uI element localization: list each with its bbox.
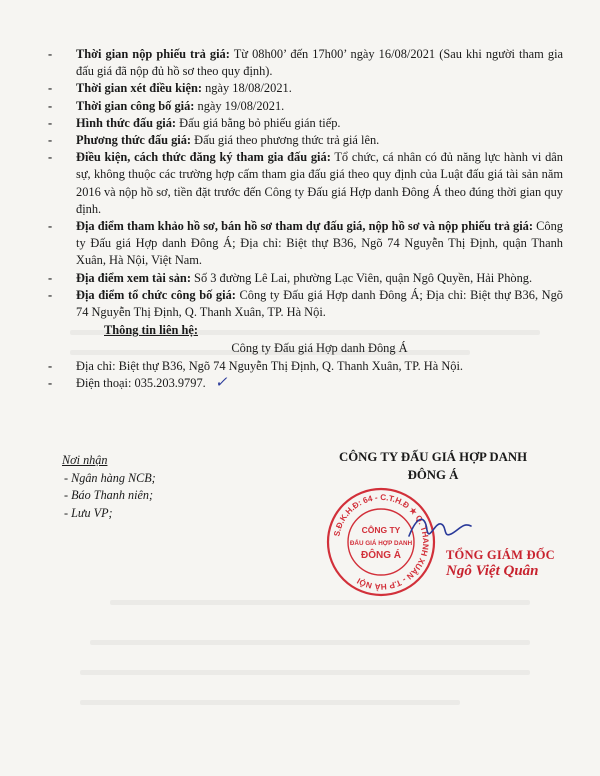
auction-details-list — [48, 46, 563, 321]
detail-text: Từ 08h00’ đến 17h00’ ngày 16/08/2021 (Sau khi người tham gia đấu giá đã nộp đủ hồ sơ theo quy định). — [76, 47, 564, 79]
auction-detail-item — [48, 80, 563, 97]
bullet-dash: - — [48, 115, 53, 130]
detail-text: ngày 18/08/2021. — [201, 81, 292, 96]
recipients-block — [62, 452, 156, 522]
bullet-dash: - — [48, 358, 53, 373]
detail-label: Thời gian nộp phiếu trả giá: — [76, 47, 230, 61]
stamp-center-line3: ĐÔNG Á — [361, 550, 401, 561]
bullet-dash: - — [48, 270, 53, 285]
auction-detail-item — [48, 115, 563, 132]
bullet-dash: - — [48, 287, 53, 302]
bullet-dash: - — [48, 47, 53, 61]
auction-detail-item — [48, 218, 563, 270]
contact-address-text: Địa chỉ: Biệt thự B36, Ngõ 74 Nguyễn Thị Định, Q. Thanh Xuân, TP. Hà Nội. — [76, 358, 464, 373]
recipients-label: Nơi nhận — [62, 453, 108, 467]
contact-address — [48, 358, 563, 375]
detail-label: Địa điểm tổ chức công bố giá: — [76, 287, 236, 302]
auction-detail-item — [48, 98, 563, 115]
auction-detail-item — [48, 270, 563, 287]
footer-section — [0, 448, 600, 768]
detail-text: Số 3 đường Lê Lai, phường Lạc Viên, quận Ngô Quyền, Hải Phòng. — [190, 270, 533, 285]
detail-text: Đấu giá bằng bỏ phiếu gián tiếp. — [176, 115, 341, 130]
detail-label: Phương thức đấu giá: — [76, 133, 192, 148]
detail-text: ngày 19/08/2021. — [194, 98, 285, 113]
recipient-item: - Ngân hàng NCB; — [64, 470, 156, 485]
bullet-dash: - — [48, 150, 53, 165]
stamp-center-line2: ĐẤU GIÁ HỢP DANH — [349, 540, 413, 547]
auction-detail-item — [48, 132, 563, 149]
bullet-dash: - — [48, 133, 53, 148]
bullet-dash: - — [48, 375, 53, 390]
document-body — [48, 46, 563, 392]
detail-text: Công ty Đấu giá Hợp danh Đông Á; Địa chỉ: Biệt thự B36, Ngõ 74 Nguyễn Thị Định, Q. Thanh Xuân, TP. Hà Nội. — [76, 287, 563, 320]
auction-detail-item — [48, 149, 563, 218]
contact-company: Công ty Đấu giá Hợp danh Đông Á — [231, 341, 408, 356]
detail-label: Hình thức đấu giá: — [76, 115, 177, 130]
signature-title: TỔNG GIÁM ĐỐC — [446, 548, 555, 562]
detail-text: Tổ chức, cá nhân có đủ năng lực hành vi dân sự, không thuộc các trường hợp cấm tham gia đấu giá theo quy định của Luật đấu giá tài sản năm 2016 và nộp hồ sơ, tiền đặt trước đến Công ty Đấu giá Hợp danh Đông Á theo đúng thời gian quy định. — [76, 150, 563, 216]
signature-company-line2: ĐÔNG Á — [407, 468, 459, 482]
signature-name: Ngô Việt Quân — [446, 563, 539, 579]
detail-text: Công ty Đấu giá Hợp danh Đông Á; Địa chỉ: Biệt thự B36, Ngõ 74 Nguyễn Thị Định, quận Thanh Xuân, Hà Nội, Việt Nam. — [76, 219, 563, 268]
stamp-ring-text: S.Đ.K.H.Đ: 64 - C.T.H.Đ ★ Q. THANH XUÂN - T.P HÀ NỘI — [332, 492, 431, 592]
auction-detail-item — [48, 46, 563, 80]
recipient-item: - Lưu VP; — [64, 505, 113, 520]
auction-detail-item — [48, 287, 563, 321]
bullet-dash: - — [48, 219, 53, 234]
handwritten-signature-icon — [405, 508, 475, 548]
detail-label: Địa điểm tham khảo hồ sơ, bán hồ sơ tham dự đấu giá, nộp hồ sơ và nộp phiếu trả giá: — [76, 219, 534, 234]
detail-label: Điều kiện, cách thức đăng ký tham gia đấu giá: — [76, 150, 331, 165]
signature-company-line1: CÔNG TY ĐẤU GIÁ HỢP DANH — [338, 450, 528, 464]
detail-label: Thời gian xét điều kiện: — [76, 81, 202, 96]
handwritten-tick-icon: ✓ — [214, 374, 228, 391]
contact-phone — [48, 375, 563, 392]
bullet-dash: - — [48, 98, 53, 113]
detail-text: Đấu giá theo phương thức trả giá lên. — [191, 133, 380, 148]
signature-block — [318, 448, 548, 484]
bullet-dash: - — [48, 81, 53, 96]
stamp-center-line1: CÔNG TY — [361, 525, 401, 535]
detail-label: Địa điểm xem tài sản: — [76, 270, 191, 285]
contact-heading: Thông tin liên hệ: — [104, 323, 198, 338]
recipient-item: - Báo Thanh niên; — [64, 488, 154, 502]
detail-label: Thời gian công bố giá: — [76, 98, 195, 113]
contact-phone-text: Điện thoại: 035.203.9797. — [76, 375, 206, 390]
